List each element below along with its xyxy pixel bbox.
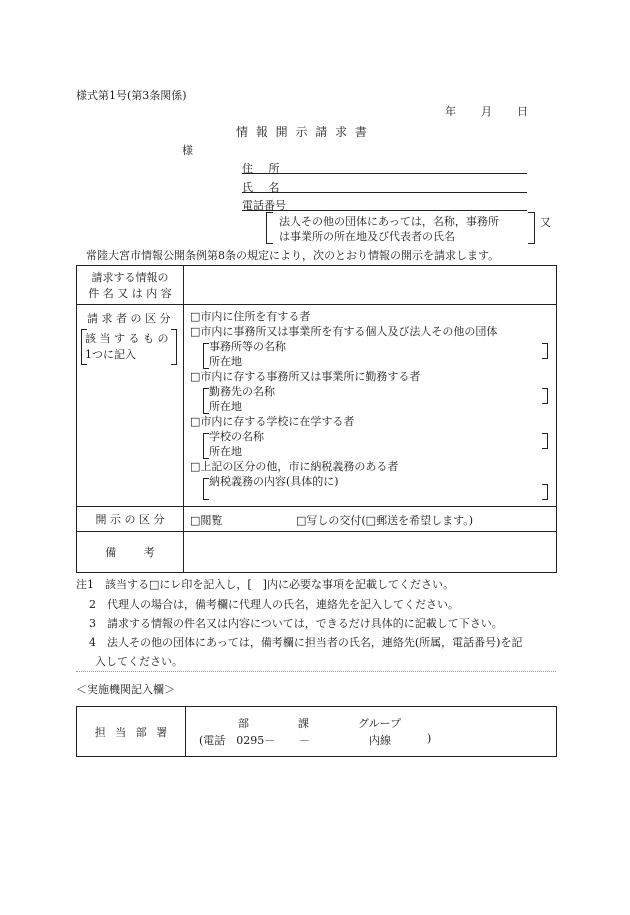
disclosure-option-view[interactable]: □閲覧 (190, 514, 223, 527)
bu-label: 部 (238, 717, 249, 730)
tax-obligation-label: 納税義務の内容(具体的に) (209, 475, 339, 488)
org-note-line1: 法人その他の団体にあっては，名称，事務所 (279, 215, 499, 228)
ka-label: 課 (298, 717, 309, 730)
org-note-bracket-right (528, 212, 535, 244)
implementing-agency-heading: ＜実施機関記入欄＞ (76, 683, 175, 696)
remarks-label: 備 考 (77, 532, 184, 573)
note-3: 3 請求する情報の件名又は内容については，できるだけ具体的に記載して下さい。 (89, 617, 503, 630)
phone-dash: － (299, 734, 310, 747)
cut-line (76, 671, 556, 672)
group-label: グループ (358, 717, 402, 730)
note-2: 2 代理人の場合は，備考欄に代理人の氏名，連絡先を記入してください。 (89, 598, 459, 611)
business-location-label: 所在地 (209, 355, 242, 368)
workplace-name-label: 勤務先の名称 (209, 385, 275, 398)
workplace-location-label: 所在地 (209, 400, 242, 413)
phone-prefix: (電話 0295－ (199, 734, 276, 747)
date-month-label: 月 (481, 105, 492, 118)
category-note-line1: 該 当 す る も の (85, 332, 169, 345)
category-option-student[interactable]: □市内に存する学校に在学する者 (190, 415, 355, 428)
taxpayer-bracket-right (542, 484, 548, 500)
category-option-taxpayer[interactable]: □上記の区分の他，市に納税義務のある者 (190, 460, 399, 473)
phone-label: 電話番号 (242, 199, 286, 212)
business-bracket-right (542, 343, 548, 359)
form-number: 様式第1号(第3条関係) (76, 89, 187, 102)
implementing-agency-table (76, 706, 557, 757)
subject-label-cell (77, 266, 184, 305)
note-1: 注1 該当する□にレ印を記入し，[ ]内に必要な事項を記載してください。 (76, 578, 454, 591)
disclosure-options-cell (184, 507, 557, 532)
dept-label: 担 当 部 署 (77, 707, 186, 757)
dept-fields-cell[interactable] (186, 707, 557, 757)
name-line[interactable] (242, 179, 527, 193)
date-day-label: 日 (517, 105, 528, 118)
subject-label-line2: 件 名 又 は 内 容 (88, 287, 172, 300)
category-label-cell (77, 305, 184, 507)
subject-input-cell[interactable] (184, 266, 557, 305)
business-name-label: 事務所等の名称 (209, 340, 286, 353)
category-option-employee[interactable]: □市内に存する事務所又は事業所に勤務する者 (190, 370, 421, 383)
form-title: 情 報 開 示 請 求 書 (236, 125, 367, 139)
addressee-suffix: 様 (182, 144, 193, 157)
org-note-bracket-left (266, 212, 273, 244)
school-location-label: 所在地 (209, 445, 242, 458)
request-table (76, 265, 557, 573)
date-year-label: 年 (445, 105, 456, 118)
category-options-cell (184, 305, 557, 507)
category-label: 請 求 者 の 区 分 (87, 312, 171, 325)
org-note-line2: は事業所の所在地及び代表者の氏名 (279, 230, 455, 243)
disclosure-label: 開 示 の 区 分 (77, 507, 184, 532)
category-option-business[interactable]: □市内に事務所又は事業所を有する個人及び法人その他の団体 (190, 325, 498, 338)
or-label: 又 (540, 216, 551, 229)
address-line[interactable] (242, 160, 527, 174)
note-4: 4 法人その他の団体にあっては，備考欄に担当者の氏名，連絡先(所属，電話番号)を記 (89, 636, 523, 649)
extension-label: 内線 (369, 734, 391, 747)
remarks-input-cell[interactable] (184, 532, 557, 573)
school-name-label: 学校の名称 (209, 430, 264, 443)
disclosure-option-copy[interactable]: □写しの交付(□郵送を希望します。) (296, 514, 473, 527)
phone-line[interactable] (242, 197, 527, 211)
note-4-continued: 入してください。 (95, 655, 183, 668)
intro-text: 常陸大宮市情報公開条例第8条の規定により，次のとおり情報の開示を請求します。 (86, 249, 500, 262)
close-paren: ) (427, 732, 432, 745)
name-label: 氏 名 (242, 181, 280, 194)
subject-label-line1: 請求する情報の (91, 271, 169, 284)
student-bracket-right (542, 433, 548, 449)
category-option-resident[interactable]: □市内に住所を有する者 (190, 310, 311, 323)
category-note-line2: 1つに記入 (85, 348, 136, 361)
employee-bracket-right (542, 388, 548, 404)
category-note-bracket-right (171, 329, 177, 365)
address-label: 住 所 (242, 162, 280, 175)
